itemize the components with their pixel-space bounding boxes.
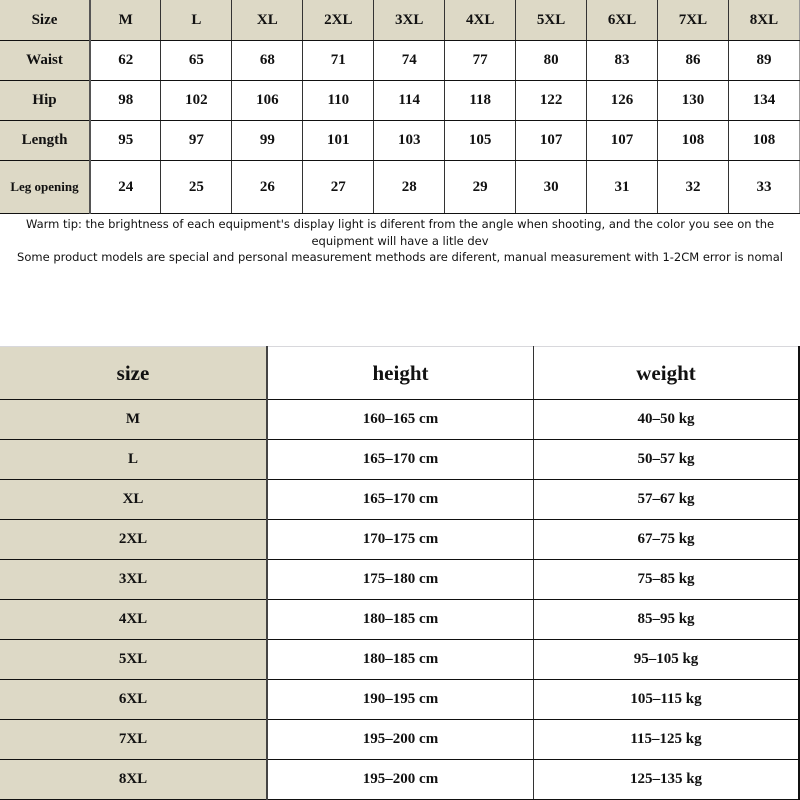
cell: 29 xyxy=(445,161,516,214)
cell: 65 xyxy=(161,41,232,81)
cell: 110 xyxy=(303,81,374,121)
size-cell: 6XL xyxy=(0,680,267,720)
measurement-table xyxy=(0,0,800,214)
size-guide-row xyxy=(0,480,799,520)
measurement-notes xyxy=(0,214,800,266)
weight-cell: 50–57 kg xyxy=(534,440,800,480)
weight-cell: 75–85 kg xyxy=(534,560,800,600)
cell: 99 xyxy=(232,121,303,161)
cell: 108 xyxy=(658,121,729,161)
cell: 83 xyxy=(587,41,658,81)
size-col-4xl: 4XL xyxy=(445,0,516,41)
weight-cell: 40–50 kg xyxy=(534,400,800,440)
cell: 68 xyxy=(232,41,303,81)
cell: 97 xyxy=(161,121,232,161)
size-guide-row xyxy=(0,520,799,560)
cell: 33 xyxy=(728,161,799,214)
cell: 62 xyxy=(90,41,161,81)
cell: 30 xyxy=(516,161,587,214)
waist-row xyxy=(0,41,800,81)
size-guide-row xyxy=(0,760,799,800)
cell: 31 xyxy=(587,161,658,214)
size-cell: L xyxy=(0,440,267,480)
size-col-m: M xyxy=(90,0,161,41)
size-cell: 5XL xyxy=(0,640,267,680)
row-label: Length xyxy=(0,121,90,161)
cell: 95 xyxy=(90,121,161,161)
height-cell: 160–165 cm xyxy=(267,400,534,440)
size-header: size xyxy=(0,347,267,400)
cell: 101 xyxy=(303,121,374,161)
size-guide-row xyxy=(0,720,799,760)
size-cell: XL xyxy=(0,480,267,520)
size-col-xl: XL xyxy=(232,0,303,41)
cell: 24 xyxy=(90,161,161,214)
height-cell: 165–170 cm xyxy=(267,480,534,520)
weight-cell: 57–67 kg xyxy=(534,480,800,520)
row-label: Leg opening xyxy=(0,161,90,214)
cell: 28 xyxy=(374,161,445,214)
cell: 32 xyxy=(658,161,729,214)
height-cell: 180–185 cm xyxy=(267,600,534,640)
size-cell: 8XL xyxy=(0,760,267,800)
cell: 74 xyxy=(374,41,445,81)
height-cell: 165–170 cm xyxy=(267,440,534,480)
size-col-l: L xyxy=(161,0,232,41)
cell: 98 xyxy=(90,81,161,121)
cell: 106 xyxy=(232,81,303,121)
cell: 108 xyxy=(728,121,799,161)
measurement-error-note: Some product models are special and personal measurement methods are diferent, manual measurement with 1-2CM error is nomal xyxy=(17,250,783,264)
size-col-6xl: 6XL xyxy=(587,0,658,41)
weight-cell: 105–115 kg xyxy=(534,680,800,720)
height-cell: 195–200 cm xyxy=(267,720,534,760)
weight-cell: 115–125 kg xyxy=(534,720,800,760)
cell: 118 xyxy=(445,81,516,121)
size-guide-header-row xyxy=(0,347,799,400)
size-cell: 4XL xyxy=(0,600,267,640)
cell: 103 xyxy=(374,121,445,161)
cell: 89 xyxy=(728,41,799,81)
cell: 77 xyxy=(445,41,516,81)
cell: 105 xyxy=(445,121,516,161)
row-label: Hip xyxy=(0,81,90,121)
cell: 80 xyxy=(516,41,587,81)
size-cell: 7XL xyxy=(0,720,267,760)
cell: 114 xyxy=(374,81,445,121)
measurement-header-row xyxy=(0,0,800,41)
size-header-cell: Size xyxy=(0,0,90,41)
cell: 25 xyxy=(161,161,232,214)
cell: 134 xyxy=(728,81,799,121)
weight-header: weight xyxy=(534,347,800,400)
size-cell: 3XL xyxy=(0,560,267,600)
size-cell: 2XL xyxy=(0,520,267,560)
length-row xyxy=(0,121,800,161)
height-cell: 170–175 cm xyxy=(267,520,534,560)
cell: 107 xyxy=(587,121,658,161)
size-guide-row xyxy=(0,640,799,680)
height-cell: 190–195 cm xyxy=(267,680,534,720)
warm-tip-line-2: equipment will have a litle dev xyxy=(311,234,489,248)
cell: 107 xyxy=(516,121,587,161)
size-cell: M xyxy=(0,400,267,440)
size-col-5xl: 5XL xyxy=(516,0,587,41)
height-cell: 195–200 cm xyxy=(267,760,534,800)
height-cell: 175–180 cm xyxy=(267,560,534,600)
cell: 126 xyxy=(587,81,658,121)
size-col-8xl: 8XL xyxy=(728,0,799,41)
size-guide-row xyxy=(0,560,799,600)
cell: 27 xyxy=(303,161,374,214)
size-col-3xl: 3XL xyxy=(374,0,445,41)
leg-opening-row xyxy=(0,161,800,214)
size-guide-table xyxy=(0,346,800,800)
cell: 26 xyxy=(232,161,303,214)
cell: 130 xyxy=(658,81,729,121)
row-label: Waist xyxy=(0,41,90,81)
size-col-7xl: 7XL xyxy=(658,0,729,41)
hip-row xyxy=(0,81,800,121)
size-guide-row xyxy=(0,400,799,440)
weight-cell: 67–75 kg xyxy=(534,520,800,560)
height-cell: 180–185 cm xyxy=(267,640,534,680)
height-header: height xyxy=(267,347,534,400)
cell: 122 xyxy=(516,81,587,121)
size-guide-row xyxy=(0,600,799,640)
cell: 86 xyxy=(658,41,729,81)
weight-cell: 95–105 kg xyxy=(534,640,800,680)
size-guide-row xyxy=(0,440,799,480)
cell: 102 xyxy=(161,81,232,121)
size-guide-row xyxy=(0,680,799,720)
weight-cell: 85–95 kg xyxy=(534,600,800,640)
cell: 71 xyxy=(303,41,374,81)
weight-cell: 125–135 kg xyxy=(534,760,800,800)
warm-tip-line-1: Warm tip: the brightness of each equipment's display light is diferent from the angle when shooting, and the color you see on the xyxy=(25,217,775,231)
size-col-2xl: 2XL xyxy=(303,0,374,41)
